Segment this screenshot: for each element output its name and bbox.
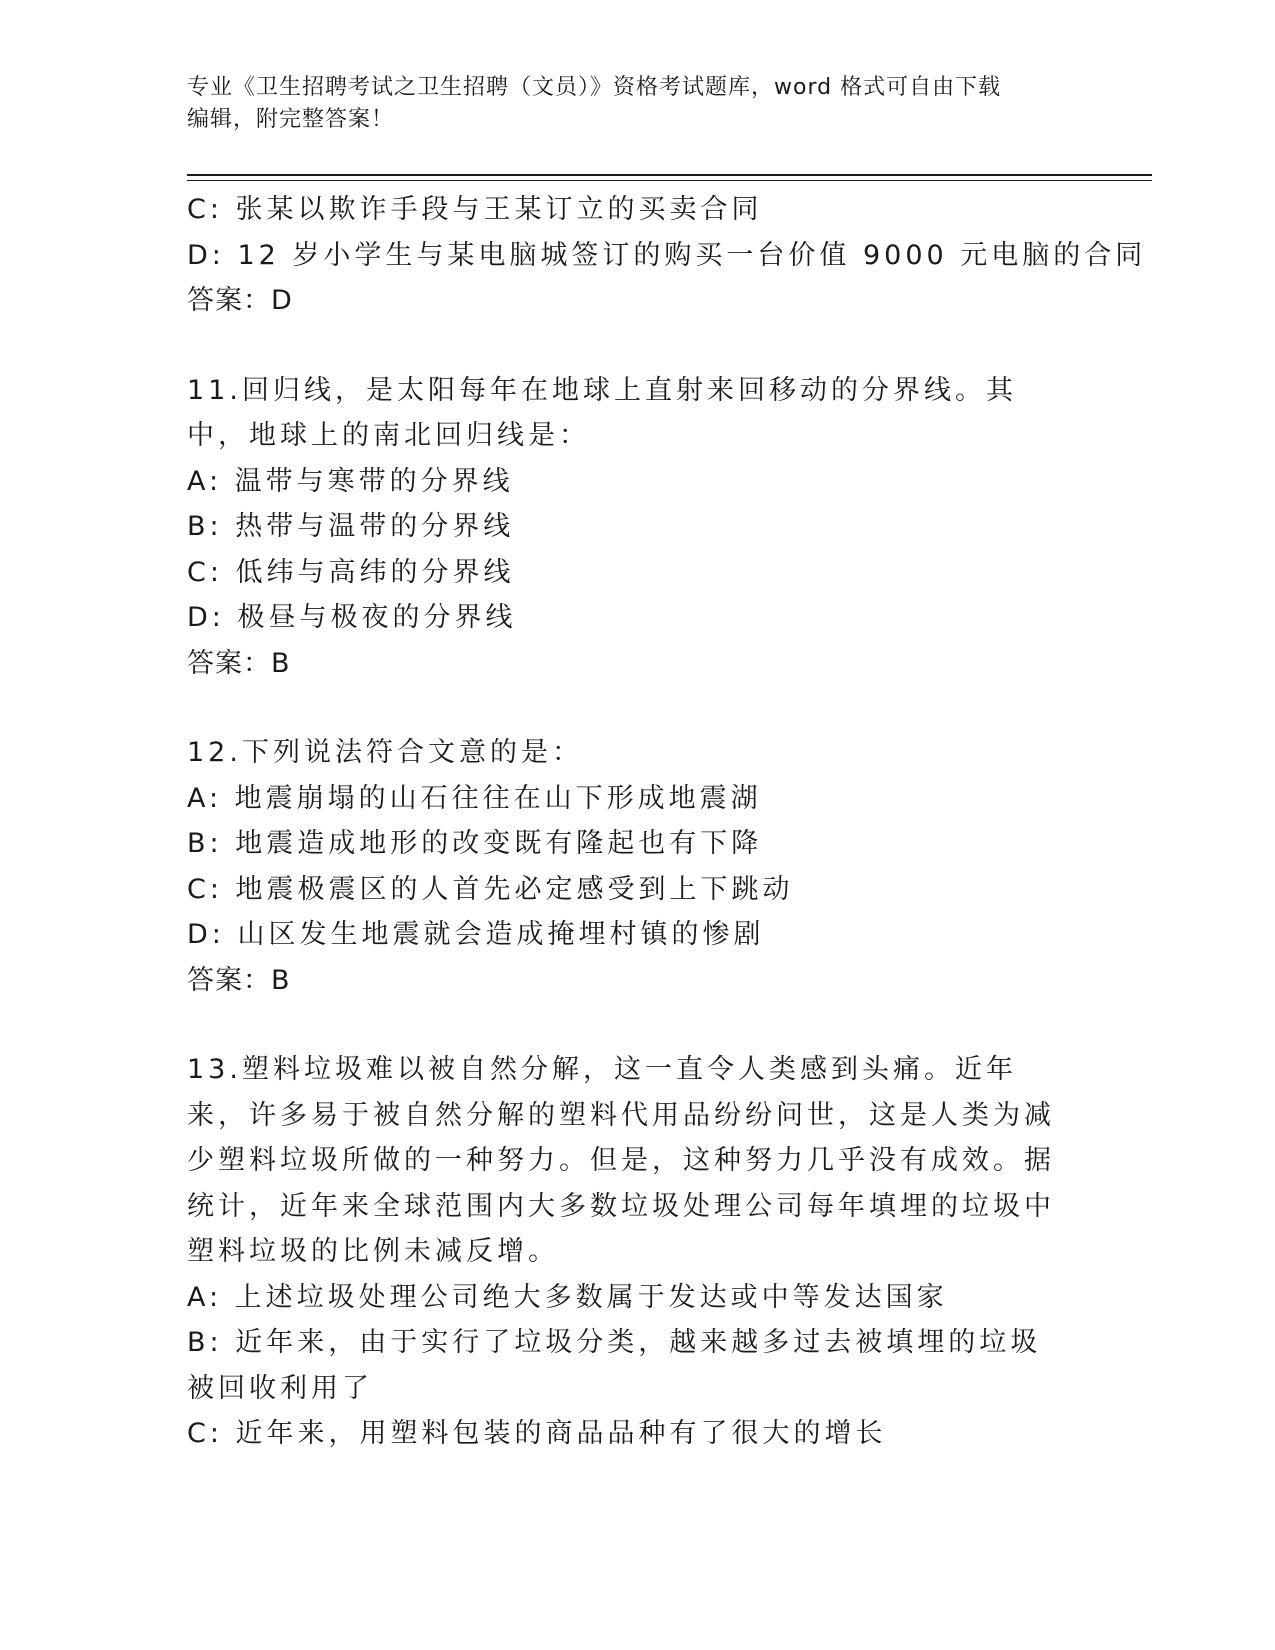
option-d: D: 山区发生地震就会造成掩埋村镇的惨剧: [187, 919, 765, 950]
question-10: [187, 187, 1147, 324]
spacer: [187, 324, 1087, 368]
option-d: D: 12 岁小学生与某电脑城签订的购买一台价值 9000 元电脑的合同: [187, 239, 1147, 271]
question-11: [187, 368, 1087, 687]
question-list: [187, 187, 1147, 1457]
option-c: C: 张某以欺诈手段与王某订立的买卖合同: [187, 194, 763, 225]
question-stem: 11.回归线，是太阳每年在地球上直射来回移动的分界线。其中，地球上的南北回归线是：: [187, 374, 1017, 451]
answer-label: 答案：B: [187, 647, 291, 679]
page-header: 专业《卫生招聘考试之卫生招聘（文员）》资格考试题库，word 格式可自由下载 编辑，附完整答案！: [187, 75, 1002, 132]
option-b: B: 地震造成地形的改变既有隆起也有下降: [187, 828, 763, 859]
question-stem: 12.下列说法符合文意的是：: [187, 737, 583, 768]
option-c: C: 近年来，用塑料包装的商品品种有了很大的增长: [187, 1418, 887, 1449]
option-c: C: 地震极震区的人首先必定感受到上下跳动: [187, 873, 794, 905]
spacer: [187, 686, 1087, 730]
answer-label: 答案：D: [187, 285, 293, 316]
question-stem: 13.塑料垃圾难以被自然分解，这一直令人类感到头痛。近年来，许多易于被自然分解的塑料代用品纷纷问世，这是人类为减少塑料垃圾所做的一种努力。但是，这种努力几乎没有成效。据统计，近年来全球范围内大多数垃圾处理公司每年填埋的垃圾中塑料垃圾的比例未减反增。: [187, 1054, 1055, 1267]
option-a: A: 温带与寒带的分界线: [187, 465, 514, 497]
option-a: A: 上述垃圾处理公司绝大多数属于发达或中等发达国家: [187, 1281, 948, 1313]
answer-label: 答案：B: [187, 964, 291, 996]
option-a: A: 地震崩塌的山石往往在山下形成地震湖: [187, 782, 762, 814]
option-b: B: 近年来，由于实行了垃圾分类，越来越多过去被填埋的垃圾被回收利用了: [187, 1327, 1042, 1404]
question-12: [187, 730, 1087, 1003]
spacer: [187, 1003, 1087, 1047]
option-c: C: 低纬与高纬的分界线: [187, 556, 515, 588]
option-b: B: 热带与温带的分界线: [187, 511, 515, 542]
option-d: D: 极昼与极夜的分界线: [187, 602, 517, 633]
question-13: [187, 1047, 1087, 1457]
header-divider-thin: [187, 180, 1152, 181]
header-divider: [187, 174, 1152, 176]
